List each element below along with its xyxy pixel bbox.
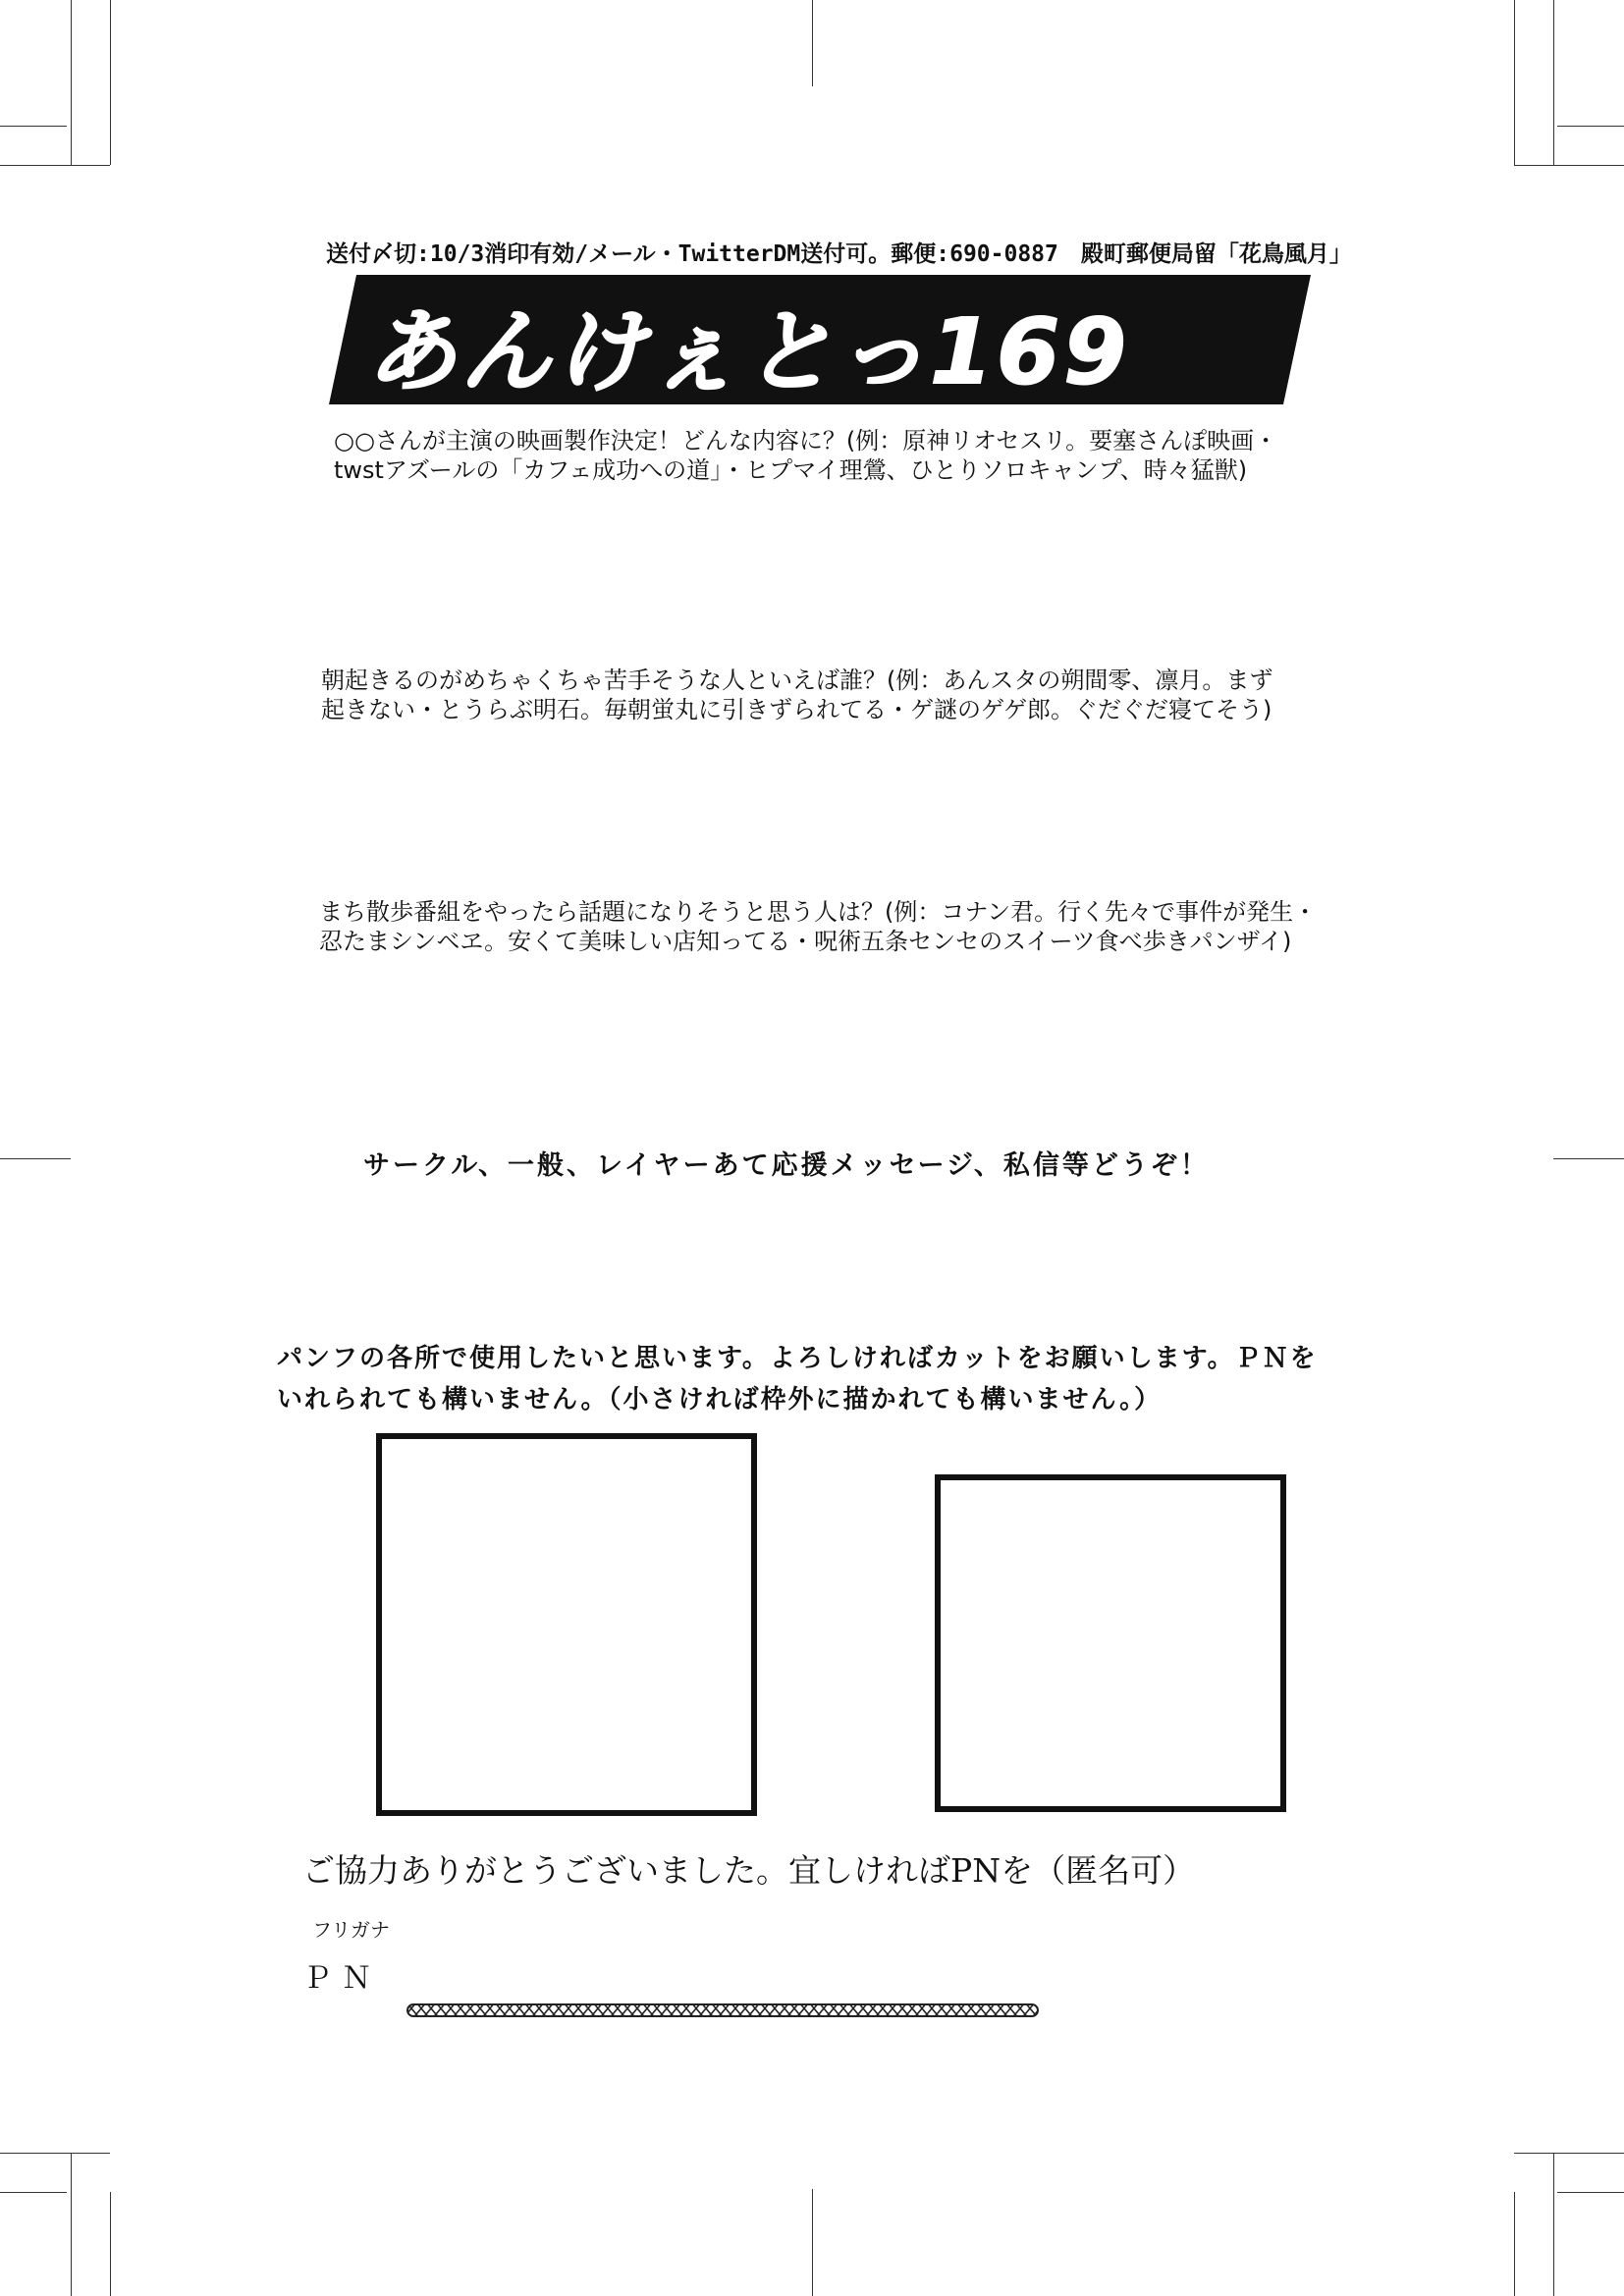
question-3 [319, 897, 1317, 956]
question-2 [321, 666, 1272, 724]
title-banner [329, 273, 1321, 410]
question-2-line-1: 朝起きるのがめちゃくちゃ苦手そうな人といえば誰？(例：あんスタの朔間零、凛月。まず [321, 667, 1273, 694]
question-2-line-2: 起きない・とうらぶ明石。毎朝蛍丸に引きずられてる・ゲ謎のゲゲ郎。ぐだぐだ寝てそう) [321, 696, 1272, 723]
question-3-line-2: 忍たまシンベヱ。安くて美味しい店知ってる・呪術五条センセのスイーツ食べ歩きパンザイ) [319, 928, 1292, 955]
cut-box-small[interactable] [935, 1474, 1286, 1812]
question-1-line-1: ○○さんが主演の映画製作決定！どんな内容に？(例：原神リオセスリ。要塞さんぽ映画・ [334, 427, 1278, 454]
cut-box-large[interactable] [376, 1433, 757, 1816]
furigana-label: フリガナ [312, 1918, 390, 1942]
message-prompt: サークル、一般、レイヤーあて応援メッセージ、私信等どうぞ！ [363, 1150, 1210, 1181]
pn-input-line[interactable] [406, 2002, 1039, 2018]
cut-request [277, 1338, 1318, 1420]
cut-request-line-2: いれられても構いません。（小さければ枠外に描かれても構いません。） [277, 1385, 1163, 1415]
question-1-line-2: twstアズールの「カフェ成功への道」・ヒプマイ理鶯、ひとりソロキャンプ、時々猛獣) [334, 456, 1248, 484]
question-1 [334, 426, 1277, 485]
thanks-text: ご協力ありがとうございました。宜しければPNを（匿名可） [302, 1851, 1196, 1890]
pn-label: ＰＮ [302, 1961, 381, 1996]
title-text: あんけぇとっ169 [366, 299, 1131, 404]
deadline-info: 送付〆切:10/3消印有効/メール・TwitterDM送付可。郵便:690-0887 殿町郵便局留「花鳥風月」 [326, 241, 1352, 267]
cut-request-line-1: パンフの各所で使用したいと思います。よろしければカットをお願いします。ＰＮを [277, 1344, 1318, 1373]
question-3-line-1: まち散歩番組をやったら話題になりそうと思う人は？(例：コナン君。行く先々で事件が発生・ [319, 898, 1318, 926]
